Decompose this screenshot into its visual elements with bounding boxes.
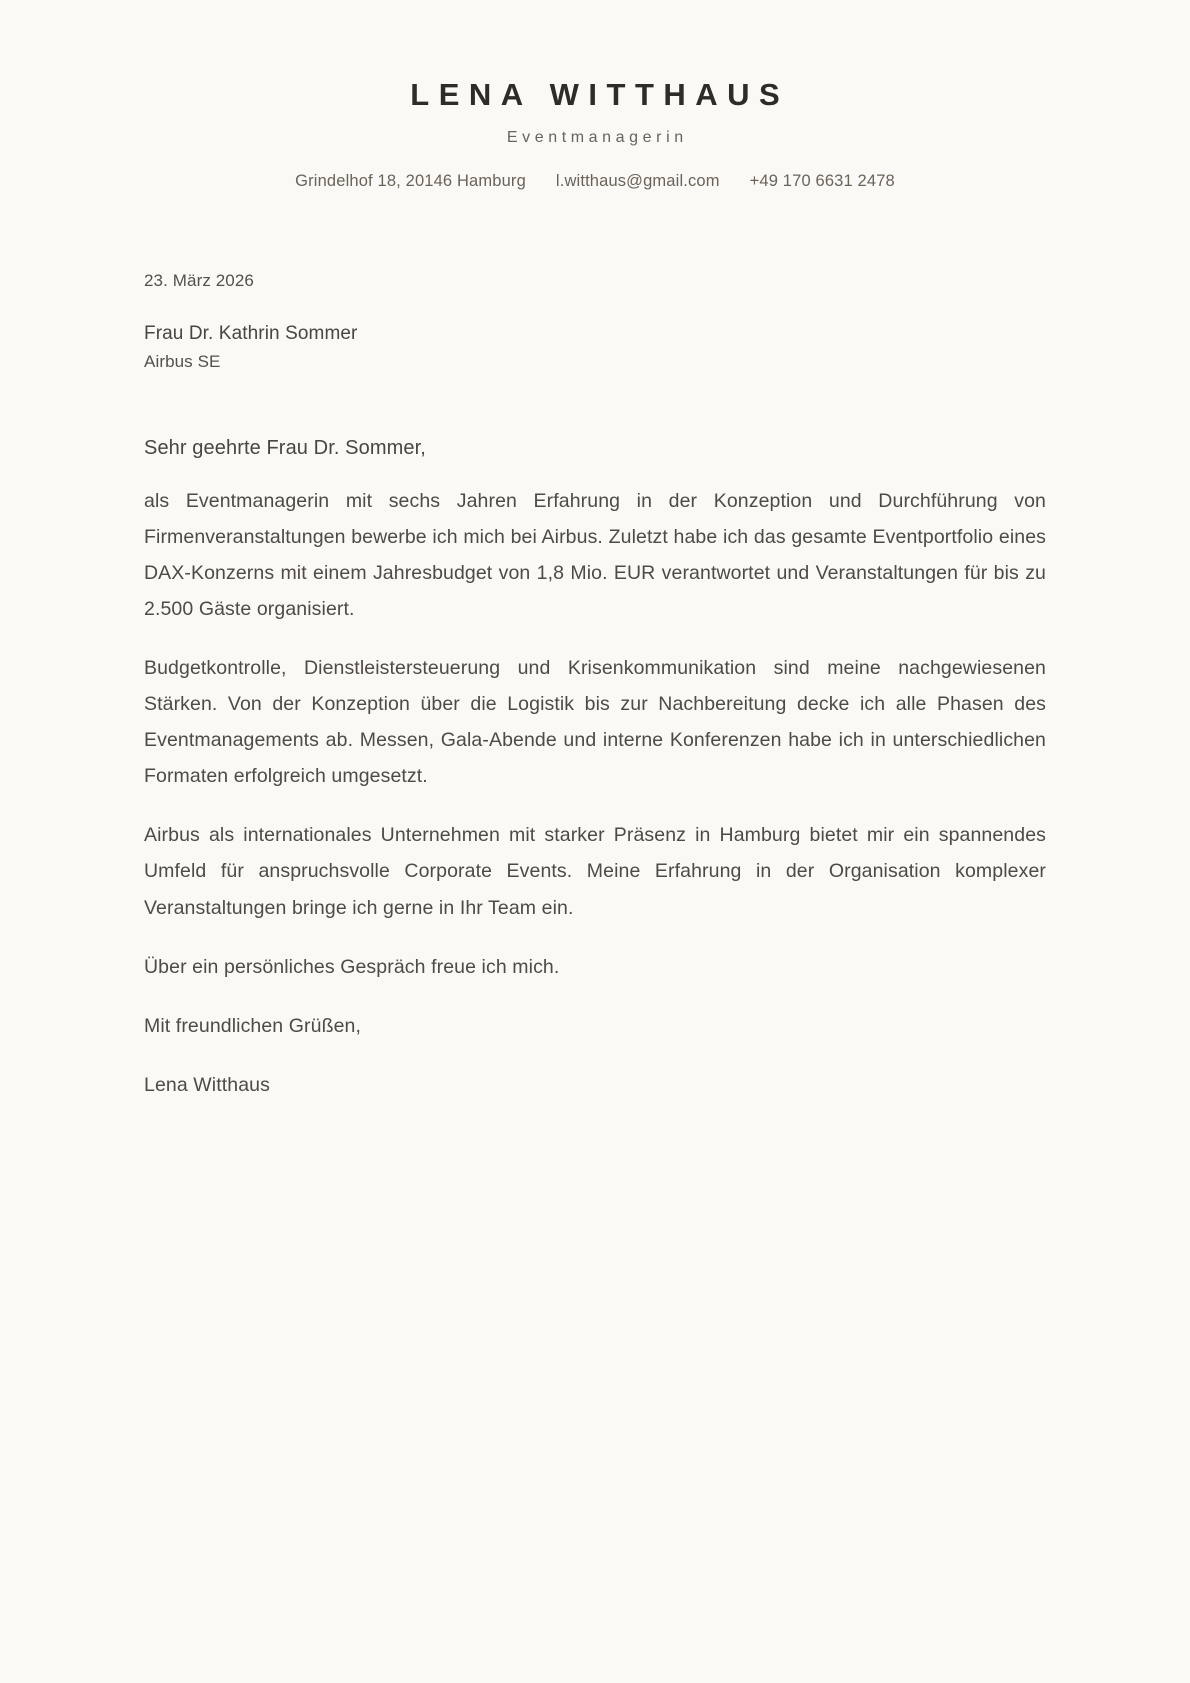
recipient-organization: Airbus SE bbox=[144, 351, 221, 371]
signature-name: Lena Witthaus bbox=[144, 1073, 270, 1096]
contact-email: l.witthaus@gmail.com bbox=[555, 172, 720, 191]
letterhead bbox=[0, 0, 1190, 191]
letter-paragraph-2: Budgetkontrolle, Dienstleistersteuerung und Krisenkommunikation sind meine nachgewiesenen Stärken. Von der Konzeption über die Logistik bis zur Nachbereitung decke ich alle Phasen des Eventmanagements ab. Messen, Gala-Abende und interne Konferenzen habe ich in unterschiedlichen Formaten erfolgreich umgesetzt. bbox=[144, 657, 1046, 788]
job-title-subtitle: Eventmanagerin bbox=[506, 129, 688, 147]
contact-address: Grindelhof 18, 20146 Hamburg bbox=[295, 172, 526, 191]
contact-phone: +49 170 6631 2478 bbox=[749, 172, 895, 191]
salutation: Sehr geehrte Frau Dr. Sommer, bbox=[144, 436, 426, 459]
recipient-name: Frau Dr. Kathrin Sommer bbox=[144, 323, 358, 345]
recipient-block bbox=[144, 319, 1046, 375]
letter-paragraph-1: als Eventmanagerin mit sechs Jahren Erfahrung in der Konzeption und Durchführung von Firmenveranstaltungen bewerbe ich mich bei Airbus. Zuletzt habe ich das gesamte Eventportfolio eines DAX-Konzerns mit einem Jahresbudget von 1,8 Mio. EUR verantwortet und Veranstaltungen für bis zu 2.500 Gäste organisiert. bbox=[144, 489, 1046, 621]
contact-line bbox=[0, 172, 1190, 191]
letter-paragraph-3: Airbus als internationales Unternehmen mit starker Präsenz in Hamburg bietet mir ein spannendes Umfeld für anspruchsvolle Corporate Events. Meine Erfahrung in der Organisation komplexer Veranstaltungen bringe ich gerne in Ihr Team ein. bbox=[144, 824, 1046, 919]
letter-body bbox=[144, 271, 1046, 1103]
page-title: LENA WITTHAUS bbox=[410, 77, 790, 112]
letter-paragraph-4: Über ein persönliches Gespräch freue ich mich. bbox=[144, 955, 560, 978]
letter-date: 23. März 2026 bbox=[144, 271, 254, 291]
closing-phrase: Mit freundlichen Grüßen, bbox=[144, 1014, 361, 1037]
